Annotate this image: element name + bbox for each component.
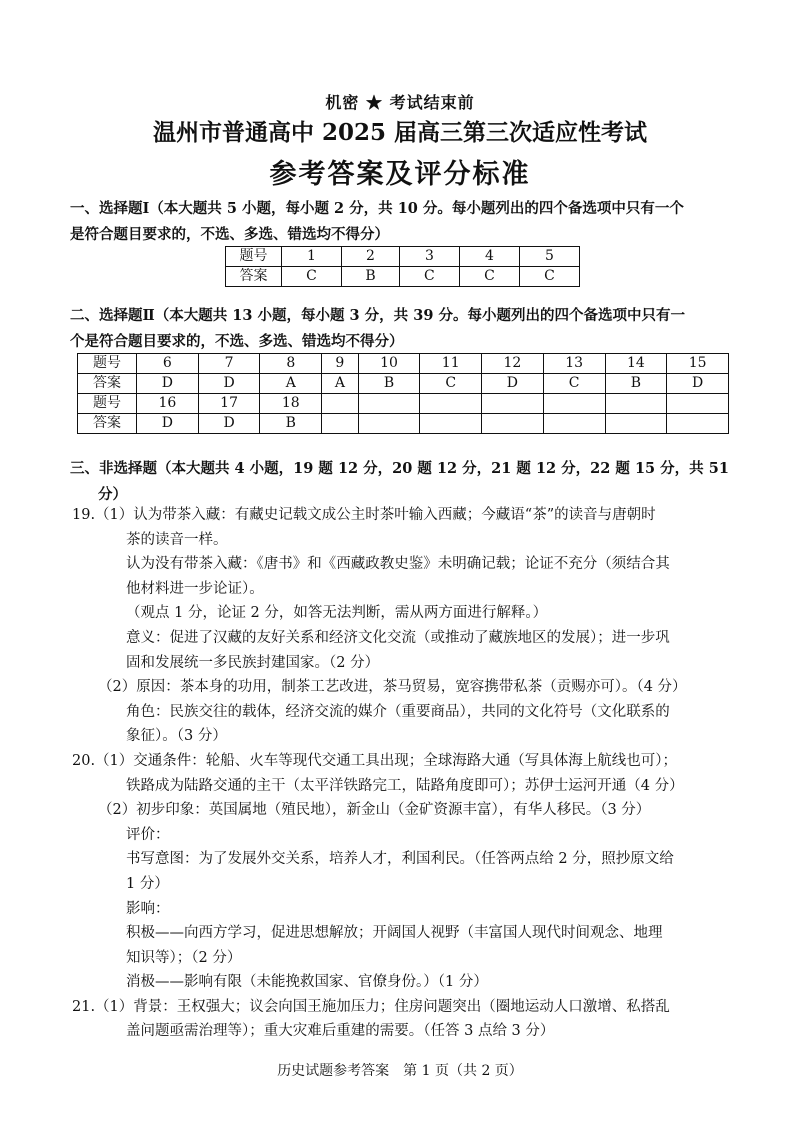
answer-line: 意义：促进了汉藏的友好关系和经济文化交流（或推动了藏族地区的发展）；进一步巩 <box>126 629 670 646</box>
answer-line: 19.（1）认为带茶入藏：有藏史记载文成公主时茶叶输入西藏；今藏语“茶”的读音与唐朝时 <box>72 507 656 523</box>
answer-cell: B <box>342 267 400 287</box>
row-label-answer: 答案 <box>226 267 282 287</box>
answer-line: 他材料进一步论证）。 <box>126 580 264 597</box>
answer-cell: C <box>543 374 605 394</box>
answer-line: 积极——向西方学习，促进思想解放；开阔国人视野（丰富国人现代时间观念、地理 <box>126 925 663 942</box>
answer-explanations <box>72 503 740 1044</box>
page-footer: 历史试题参考答案 第 1 页（共 2 页） <box>277 1063 523 1079</box>
question-number: 8 <box>260 354 322 374</box>
question-number: 7 <box>198 354 260 374</box>
answer-cell: D <box>198 414 260 434</box>
question-number <box>667 394 729 414</box>
question-number: 15 <box>667 354 729 374</box>
section3-heading-line1: 三、非选择题（本大题共 4 小题，19 题 12 分，20 题 12 分，21 题 12 分，22 题 15 分，共 51 <box>70 460 729 477</box>
answer-line: 盖问题亟需治理等）；重大灾难后重建的需要。（任答 3 点给 3 分） <box>126 1023 555 1040</box>
question-number <box>358 394 420 414</box>
answer-line: 茶的读音一样。 <box>126 531 228 548</box>
table-row <box>78 414 729 434</box>
answer-cell <box>667 414 729 434</box>
answer-cell <box>420 414 482 434</box>
section3-heading <box>70 456 742 508</box>
answer-cell: B <box>260 414 322 434</box>
section2-answer-table <box>77 353 729 434</box>
answer-cell: D <box>137 374 199 394</box>
question-number: 18 <box>260 394 322 414</box>
answer-cell <box>482 414 544 434</box>
question-number: 4 <box>459 247 519 267</box>
question-number <box>322 394 358 414</box>
exam-title: 温州市普通高中 2025 届高三第三次适应性考试 <box>152 119 648 146</box>
answer-line: 影响： <box>126 900 170 917</box>
answer-line: 固和发展统一多民族封建国家。（2 分） <box>126 654 380 671</box>
question-number <box>420 394 482 414</box>
question-number: 11 <box>420 354 482 374</box>
answer-cell: C <box>399 267 459 287</box>
answer-cell: C <box>420 374 482 394</box>
section2-heading-line2: 个是符合题目要求的，不选、多选、错选均不得分） <box>70 333 404 350</box>
answer-line: 21.（1）背景：王权强大；议会向国王施加压力；住房问题突出（圈地运动人口激增、私搭乱 <box>72 998 670 1015</box>
table-row <box>78 394 729 414</box>
answer-line: （2）初步印象：英国属地（殖民地），新金山（金矿资源丰富），有华人移民。（3 分） <box>98 802 651 819</box>
answer-cell: B <box>358 374 420 394</box>
question-number: 17 <box>198 394 260 414</box>
answer-line: 角色：民族交往的载体，经济交流的媒介（重要商品），共同的文化符号（文化联系的 <box>126 703 670 720</box>
table-row <box>78 354 729 374</box>
answer-line: 书写意图：为了发展外交关系，培养人才，利国利民。（任答两点给 2 分，照抄原文给 <box>126 851 674 868</box>
section2-heading <box>70 303 742 355</box>
table-row <box>226 267 580 287</box>
answer-cell <box>358 414 420 434</box>
question-number: 14 <box>605 354 667 374</box>
row-label-question: 题号 <box>78 354 137 374</box>
question-number <box>543 394 605 414</box>
answer-cell: D <box>667 374 729 394</box>
row-label-answer: 答案 <box>78 374 137 394</box>
question-number: 16 <box>137 394 199 414</box>
answer-line: 象征）。（3 分） <box>126 728 227 745</box>
question-number: 10 <box>358 354 420 374</box>
row-label-question: 题号 <box>78 394 137 414</box>
answer-cell: C <box>459 267 519 287</box>
answer-line: 评价： <box>126 826 170 843</box>
answer-cell: D <box>137 414 199 434</box>
answer-cell: A <box>322 374 358 394</box>
answer-line: 20.（1）交通条件：轮船、火车等现代交通工具出现；全球海路大通（写具体海上航线也可）； <box>72 752 678 769</box>
question-number: 12 <box>482 354 544 374</box>
answer-cell: D <box>198 374 260 394</box>
answer-line: （观点 1 分，论证 2 分，如答无法判断，需从两方面进行解释。） <box>126 605 548 622</box>
question-number: 13 <box>543 354 605 374</box>
section1-heading-line1: 一、选择题Ⅰ（本大题共 5 小题，每小题 2 分，共 10 分。每小题列出的四个备选项中只有一个 <box>70 200 684 217</box>
answer-line: 1 分） <box>126 875 169 892</box>
answer-line: 铁路成为陆路交通的主干（太平洋铁路完工，陆路角度即可）；苏伊士运河开通（4 分） <box>126 777 684 794</box>
question-number: 5 <box>519 247 579 267</box>
answer-cell: D <box>482 374 544 394</box>
table-row <box>78 374 729 394</box>
question-number: 1 <box>282 247 342 267</box>
question-number: 2 <box>342 247 400 267</box>
document-subtitle: 参考答案及评分标准 <box>269 159 531 190</box>
answer-cell <box>543 414 605 434</box>
answer-line: 知识等）；（2 分） <box>126 949 242 966</box>
section3-heading-line2: 分） <box>98 486 127 503</box>
answer-line: 消极——影响有限（未能挽救国家、官僚身份。）（1 分） <box>126 974 488 991</box>
confidential-label: 机密 ★ 考试结束前 <box>325 93 475 112</box>
section1-heading <box>70 196 742 248</box>
question-number: 3 <box>399 247 459 267</box>
section2-heading-line1: 二、选择题Ⅱ（本大题共 13 小题，每小题 3 分，共 39 分。每小题列出的四个备选项中只有一 <box>70 307 685 324</box>
answer-cell: A <box>260 374 322 394</box>
row-label-answer: 答案 <box>78 414 137 434</box>
row-label-question: 题号 <box>226 247 282 267</box>
question-number: 6 <box>137 354 199 374</box>
section1-answer-table <box>225 246 580 287</box>
question-number: 9 <box>322 354 358 374</box>
question-number <box>482 394 544 414</box>
answer-cell: B <box>605 374 667 394</box>
answer-cell: C <box>282 267 342 287</box>
answer-line: （2）原因：茶本身的功用，制茶工艺改进，茶马贸易，宽容携带私茶（贡赐亦可）。（4 分） <box>98 679 687 696</box>
question-number <box>605 394 667 414</box>
table-row <box>226 247 580 267</box>
answer-line: 认为没有带茶入藏：《唐书》和《西藏政教史鉴》未明确记载；论证不充分（须结合其 <box>126 556 670 573</box>
answer-cell: C <box>519 267 579 287</box>
answer-cell <box>322 414 358 434</box>
section1-heading-line2: 是符合题目要求的，不选、多选、错选均不得分） <box>70 226 389 243</box>
answer-cell <box>605 414 667 434</box>
